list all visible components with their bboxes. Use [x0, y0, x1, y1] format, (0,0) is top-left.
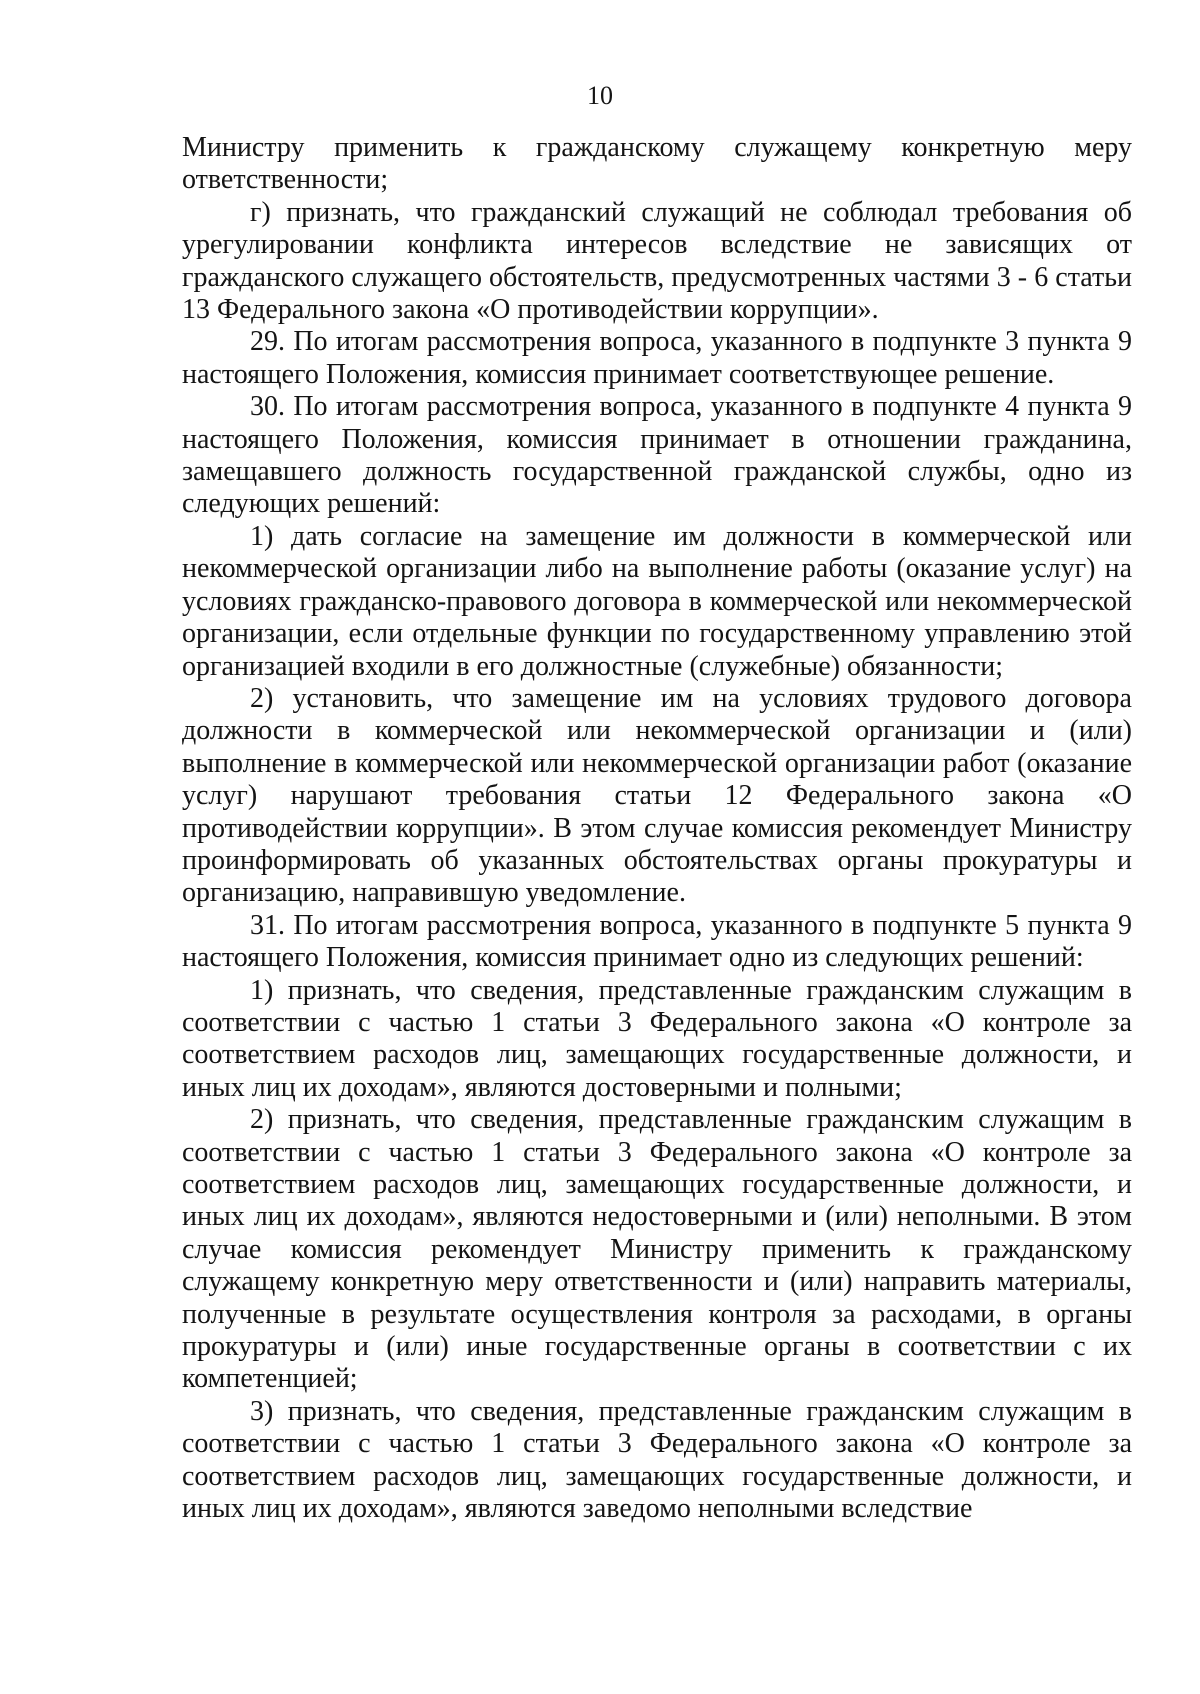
- paragraph: 29. По итогам рассмотрения вопроса, указанного в подпункте 3 пункта 9 настоящего Положения, комиссия принимает соответствующее решение.: [182, 326, 1132, 390]
- paragraph: 2) установить, что замещение им на условиях трудового договора должности в коммерческой или некоммерческой организации и (или) выполнение в коммерческой или некоммерческой организации работ (оказание услуг) нарушают требования статьи 12 Федерального закона «О противодействии коррупции». В этом случае комиссия рекомендует Министру проинформировать об указанных обстоятельствах органы прокуратуры и организацию, направившую уведомление.: [182, 682, 1132, 909]
- paragraph: 30. По итогам рассмотрения вопроса, указанного в подпункте 4 пункта 9 настоящего Положения, комиссия принимает в отношении гражданина, замещавшего должность государственной гражданской службы, одно из следующих решений:: [182, 391, 1132, 520]
- paragraph: 31. По итогам рассмотрения вопроса, указанного в подпункте 5 пункта 9 настоящего Положения, комиссия принимает одно из следующих решений:: [182, 909, 1132, 974]
- paragraph: 1) признать, что сведения, представленные гражданским служащим в соответствии с частью 1 статьи 3 Федерального закона «О контроле за соответствием расходов лиц, замещающих государственные должности, и иных лиц их доходам», являются достоверными и полными;: [182, 974, 1132, 1103]
- paragraph: 2) признать, что сведения, представленные гражданским служащим в соответствии с частью 1 статьи 3 Федерального закона «О контроле за соответствием расходов лиц, замещающих государственные должности, и иных лиц их доходам», являются недостоверными и (или) неполными. В этом случае комиссия рекомендует Министру применить к гражданскому служащему конкретную меру ответственности и (или) направить материалы, полученные в результате осуществления контроля за расходами, в органы прокуратуры и (или) иные государственные органы в соответствии с их компетенцией;: [182, 1104, 1132, 1395]
- paragraph: 3) признать, что сведения, представленные гражданским служащим в соответствии с частью 1 статьи 3 Федерального закона «О контроле за соответствием расходов лиц, замещающих государственные должности, и иных лиц их доходам», являются заведомо неполными вследствие: [182, 1395, 1132, 1525]
- paragraph: 1) дать согласие на замещение им должности в коммерческой или некоммерческой организации либо на выполнение работы (оказание услуг) на условиях гражданско-правового договора в коммерческой или некоммерческой организации, если отдельные функции по государственному управлению этой организацией входили в его должностные (служебные) обязанности;: [182, 520, 1132, 682]
- page-number: 10: [587, 81, 613, 110]
- paragraph: Министру применить к гражданскому служащему конкретную меру ответственности;: [182, 132, 1132, 196]
- paragraph: г) признать, что гражданский служащий не соблюдал требования об урегулировании конфликта интересов вследствие не зависящих от гражданского служащего обстоятельств, предусмотренных частями 3 - 6 статьи 13 Федерального закона «О противодействии коррупции».: [182, 196, 1132, 326]
- document-body: [182, 132, 1132, 1525]
